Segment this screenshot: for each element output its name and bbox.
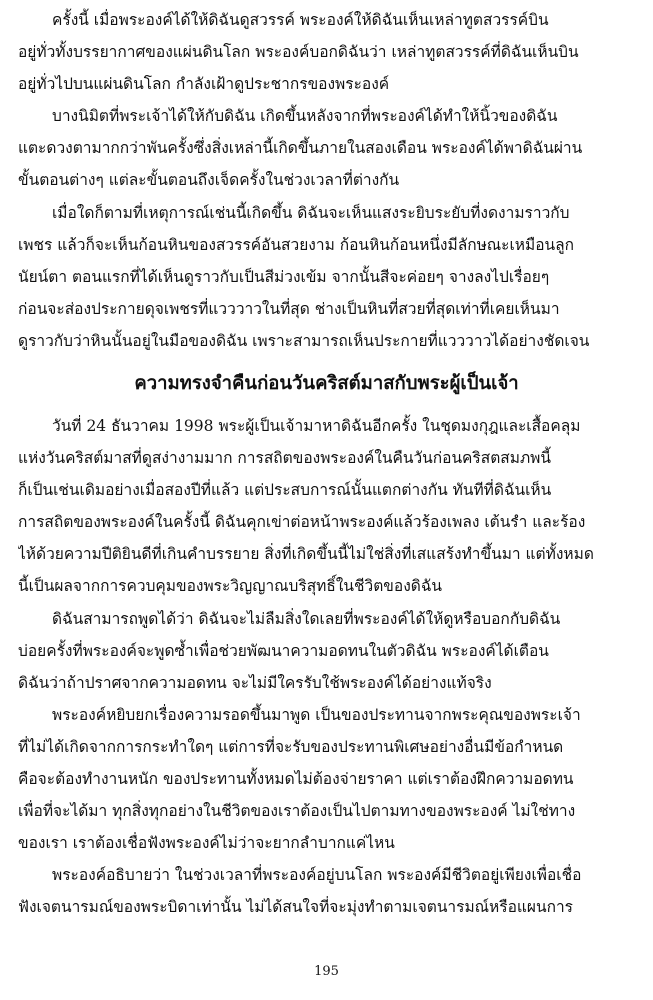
text-line: ครั้งนี้ เมื่อพระองค์ได้ให้ดิฉันดูสวรรค์ พระองค์ให้ดิฉันเห็นเหล่าทูตสวรรค์บิน <box>52 11 549 29</box>
section-christmas-text <box>18 410 640 924</box>
text-line: เพื่อที่จะได้มา ทุกสิ่งทุกอย่างในชีวิตของเราต้องเป็นไปตามทางของพระองค์ ไม่ใช่ทาง <box>18 802 576 821</box>
text-line: ไห้ด้วยความปีติยินดีที่เกินคำบรรยาย สิ่งที่เกิดขึ้นนี้ไม่ใช่สิ่งที่เสแสร้งทำขึ้นมา แต่ทั้งหมด <box>18 545 594 564</box>
text-line: เมื่อใดก็ตามที่เหตุการณ์เช่นนี้เกิดขึ้น ดิฉันจะเห็นแสงระยิบระยับที่งดงามราวกับ <box>52 203 570 222</box>
text-line: นัยน์ตา ตอนแรกที่ได้เห็นดูราวกับเป็นสีม่วงเข้ม จากนั้นสีจะค่อยๆ จางลงไปเรื่อยๆ <box>18 267 550 286</box>
paragraph <box>18 197 640 357</box>
text-line: บางนิมิตที่พระเจ้าได้ให้กับดิฉัน เกิดขึ้นหลังจากที่พระองค์ได้ทำให้นิ้วของดิฉัน <box>52 107 558 126</box>
text-line: ดูราวกับว่าหินนั้นอยู่ในมือของดิฉัน เพราะสามารถเห็นประกายที่แวววาวได้อย่างชัดเจน <box>18 331 590 350</box>
text-line: บ่อยครั้งที่พระองค์จะพูดซ้ำเพื่อช่วยพัฒนาความอดทนในตัวดิฉัน พระองค์ได้เตือน <box>18 641 549 660</box>
section-intro-text <box>18 4 640 357</box>
text-line: ที่ไม่ได้เกิดจากการกระทำใดๆ แต่การที่จะรับของประทานพิเศษอย่างอื่นมีข้อกำหนด <box>18 737 564 756</box>
text-line: ก็เป็นเช่นเดิมอย่างเมื่อสองปีที่แล้ว แต่ประสบการณ์นั้นแตกต่างกัน ทันทีที่ดิฉันเห็น <box>18 481 552 500</box>
text-line: แตะดวงตามากกว่าพันครั้งซึ่งสิ่งเหล่านี้เกิดขึ้นภายในสองเดือน พระองค์ได้พาดิฉันผ่าน <box>18 139 583 158</box>
page-number: 195 <box>314 964 339 979</box>
text-line: ดิฉันว่าถ้าปราศจากความอดทน จะไม่มีใครรับใช้พระองค์ได้อย่างแท้จริง <box>18 673 492 692</box>
text-line: ของเรา เราต้องเชื่อฟังพระองค์ไม่ว่าจะยากลำบากแค่ไหน <box>18 834 395 853</box>
text-line: วันที่ 24 ธันวาคม 1998 พระผู้เป็นเจ้ามาหาดิฉันอีกครั้ง ในชุดมงกุฎและเสื้อคลุม <box>52 417 581 435</box>
text-line: ฟังเจตนารมณ์ของพระบิดาเท่านั้น ไม่ได้สนใจที่จะมุ่งทำตามเจตนารมณ์หรือแผนการ <box>18 898 573 917</box>
text-line: อยู่ทั่วไปบนแผ่นดินโลก กำลังเฝ้าดูประชากรของพระองค์ <box>18 75 390 94</box>
text-line: ขั้นตอนต่างๆ แต่ละขั้นตอนถึงเจ็ดครั้งในช่วงเวลาที่ต่างกัน <box>18 171 400 190</box>
text-line: เพชร แล้วก็จะเห็นก้อนหินของสวรรค์อันสวยงาม ก้อนหินก้อนหนึ่งมีลักษณะเหมือนลูก <box>18 235 575 254</box>
paragraph <box>18 699 640 859</box>
text-line: แห่งวันคริสต์มาสที่ดูสง่างามมาก การสถิตของพระองค์ในคืนวันก่อนคริสตสมภพนี้ <box>18 449 551 468</box>
text-line: นี้เป็นผลจากการควบคุมของพระวิญญาณบริสุทธิ์ในชีวิตของดิฉัน <box>18 577 442 596</box>
text-line: พระองค์หยิบยกเรื่องความรอดขึ้นมาพูด เป็นของประทานจากพระคุณของพระเจ้า <box>52 705 581 724</box>
paragraph <box>18 603 640 699</box>
text-line: การสถิตของพระองค์ในครั้งนี้ ดิฉันคุกเข่าต่อหน้าพระองค์แล้วร้องเพลง เต้นรำ และร้อง <box>18 513 586 532</box>
text-line: ก่อนจะส่องประกายดุจเพชรที่แวววาวในที่สุด ช่างเป็นหินที่สวยที่สุดเท่าที่เคยเห็นมา <box>18 299 560 318</box>
text-line: คือจะต้องทำงานหนัก ของประทานทั้งหมดไม่ต้องจ่ายราคา แต่เราต้องฝึกความอดทน <box>18 770 574 789</box>
paragraph <box>18 410 640 603</box>
paragraph <box>18 859 640 923</box>
text-line: อยู่ทั่วทั้งบรรยากาศของแผ่นดินโลก พระองค์บอกดิฉันว่า เหล่าทูตสวรรค์ที่ดิฉันเห็นบิน <box>18 43 579 62</box>
section-heading: ความทรงจำคืนก่อนวันคริสต์มาสกับพระผู้เป็นเจ้า <box>134 373 519 394</box>
paragraph <box>18 100 640 196</box>
text-line: พระองค์อธิบายว่า ในช่วงเวลาที่พระองค์อยู่บนโลก พระองค์มีชีวิตอยู่เพียงเพื่อเชื่อ <box>52 866 582 885</box>
text-line: ดิฉันสามารถพูดได้ว่า ดิฉันจะไม่ลืมสิ่งใดเลยที่พระองค์ได้ให้ดูหรือบอกกับดิฉัน <box>52 609 561 628</box>
paragraph <box>18 4 640 100</box>
